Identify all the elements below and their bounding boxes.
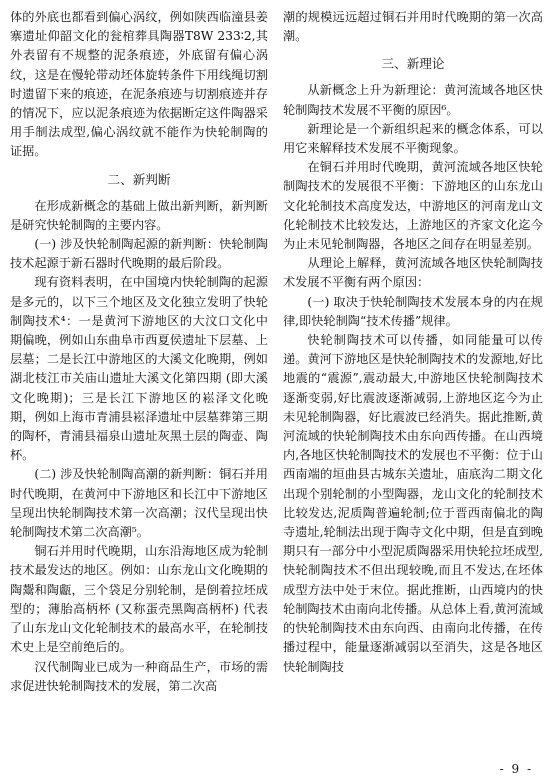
paragraph: (一) 涉及快轮制陶起源的新判断：快轮制陶技术起源于新石器时代晚期的最后阶段。: [10, 237, 268, 271]
paragraph: (二) 涉及快轮制陶高潮的新判断：铜石并用时代晚期，在黄河中下游地区和长江中下游地区呈现出快轮制陶技术第一次高潮；汉代呈现出快轮制陶技术第二次高潮⁵。: [10, 467, 268, 540]
paragraph: 体的外底也都看到偏心涡纹，例如陕西临潼县姜寨遗址仰韶文化的瓮棺葬具陶器T8W 233∶2,其外表留有不规整的泥条痕迹，外底留有偏心涡纹，这是在慢轮带动坯体旋转条件下用线绳切割时遗留下来的痕迹，在泥条痕迹与切割痕迹并存的情况下，应以泥条痕迹为依据断定这件陶器采用手制法成型,偏心涡纹就不能作为快轮制陶的证据。: [10, 10, 268, 159]
paragraph: 从新概念上升为新理论：黄河流域各地区快轮制陶技术发展不平衡的原因⁶。: [283, 83, 543, 117]
right-column: [283, 8, 543, 677]
paragraph: 铜石并用时代晚期，山东沿海地区成为轮制技术最发达的地区。例如：山东龙山文化晚期的陶鬶和陶甗，三个袋足分别轮制，是倒着拉坯成型的；薄胎高柄杯 (又称蛋壳黑陶高柄杯) 代表了山东龙山文化轮制技术的最高水平，在轮制技术史上是空前绝后的。: [10, 544, 268, 655]
paragraph: 现有资料表明，在中国境内快轮制陶的起源是多元的，以下三个地区及文化独立发明了快轮制陶技术⁴：一是黄河下游地区的大汶口文化中期偏晚，例如山东曲阜市西夏侯遗址下层墓、上层墓；二是长江中游地区的大溪文化晚期，例如湖北枝江市关庙山遗址大溪文化第四期 (即大溪文化晚期)；三是长江下游地区的崧泽文化晚期，例如上海市青浦县崧泽遗址中层墓葬第三期的陶杯，青浦县福泉山遗址灰黑土层的陶壶、陶杯。: [10, 275, 268, 463]
paragraph: 汉代制陶业已成为一种商品生产，市场的需求促进快轮制陶技术的发展，第二次高: [10, 659, 268, 693]
paragraph: 从理论上解释，黄河流域各地区快轮制陶技术发展不平衡有两个原因：: [283, 256, 543, 290]
page-number: - 9 -: [499, 762, 533, 776]
paragraph: 在形成新概念的基础上做出新判断，新判断是研究快轮制陶的主要内容。: [10, 198, 268, 232]
left-column: [10, 8, 268, 696]
paragraph: 新理论是一个新组织起来的概念体系，可以用它来解释技术发展不平衡现象。: [283, 121, 543, 156]
section-heading-new-judgement: 二、新判断: [107, 171, 171, 187]
section-heading-new-theory: 三、新理论: [381, 56, 445, 72]
paragraph: (一) 取决于快轮制陶技术发展本身的内在规律,即快轮制陶“技术传播”规律。: [283, 294, 543, 328]
paragraph: 潮的规模远远超过铜石并用时代晚期的第一次高潮。: [283, 10, 543, 44]
paragraph: 在铜石并用时代晚期，黄河流域各地区快轮制陶技术的发展很不平衡：下游地区的山东龙山文化轮制技术高度发达，中游地区的河南龙山文化轮制技术比较发达，上游地区的齐家文化迄今为止未见轮制陶器，各地区之间存在明显差别。: [283, 160, 543, 252]
paragraph: 快轮制陶技术可以传播，如同能量可以传递。黄河下游地区是快轮制陶技术的发源地,好比地震的“震源”,震动最大,中游地区快轮制陶技术逐渐变弱,好比震波逐渐减弱,上游地区迄今为止未见轮制陶器，好比震波已经消失。据此推断,黄河流域的快轮制陶技术由东向西传播。在山西境内,各地区快轮制陶技术的发展也不平衡：位于山西南端的垣曲县古城东关遗址，庙底沟二期文化出现个别轮制的小型陶器，龙山文化的轮制技术比较发达,泥质陶普遍轮制;位于晋西南偏北的陶寺遗址,轮制法出现于陶寺文化中期，但是直到晚期只有一部分中小型泥质陶器采用快轮拉坯成型,快轮制陶技术不但出现较晚,而且不发达,在坯体成型方法中处于末位。据此推断，山西境内的快轮制陶技术由南向北传播。从总体上看,黄河流域的快轮制陶技术由东向西、由南向北传播，在传播过程中，能量逐渐减弱以至消失，这是各地区快轮制陶技: [283, 333, 543, 674]
